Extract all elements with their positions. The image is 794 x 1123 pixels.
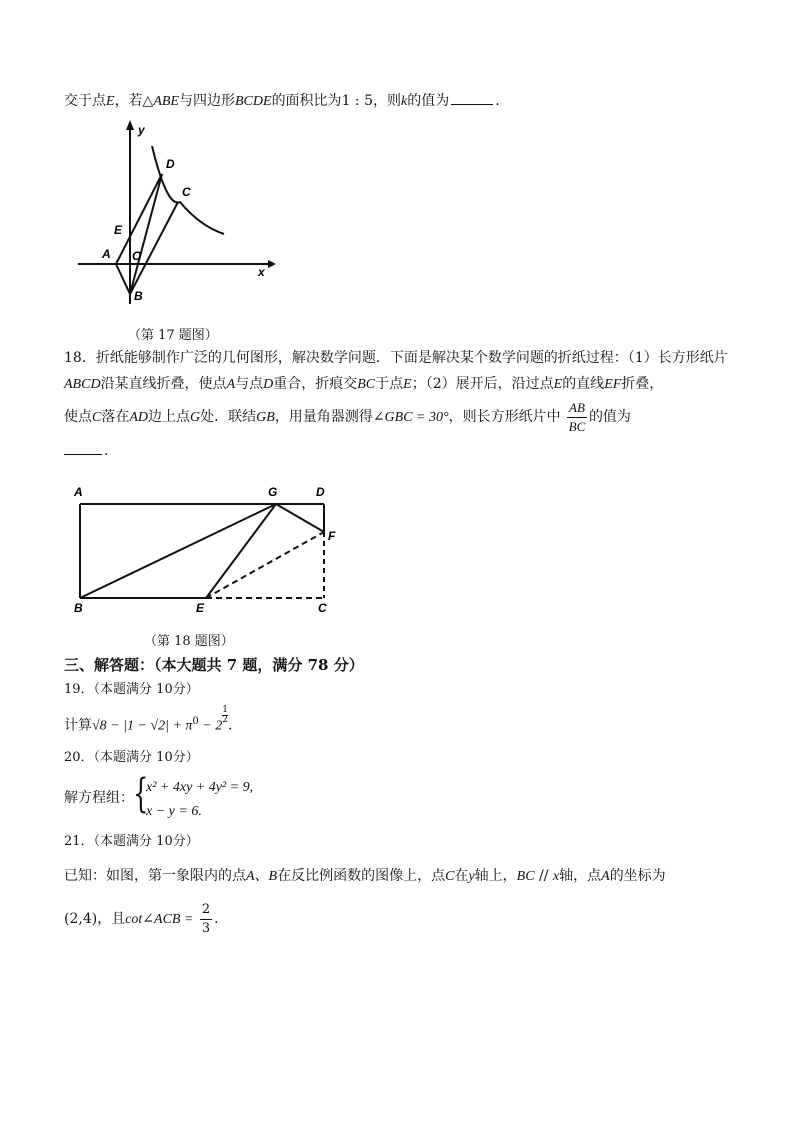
label-x: x <box>258 265 265 279</box>
label-B: B <box>134 289 143 303</box>
section-3-heading: 三、解答题：（本大题共 7 题，满分 78 分） <box>64 656 364 674</box>
q20-equation-1: x² + 4xy + 4y² = 9, <box>146 780 254 795</box>
q19-header: 19．（本题满分 10分） <box>64 682 199 697</box>
q20-brace: { <box>133 771 149 817</box>
q18-line-3: 使点C落在AD边上点G处．联结GB，用量角器测得∠GBC = 30°，则长方形纸片中 $\frac{AB}{BC}$ 的值为 <box>64 399 631 434</box>
q17-text-line: 交于点E，若△ABE与四边形BCDE的面积比为1 : 5，则k的值为 . <box>64 90 500 112</box>
q18-figure <box>68 480 358 616</box>
q21-line-1: 已知：如图，第一象限内的点A、B在反比例函数的图像上，点C在y轴上，BC // x轴，点A的坐标为 <box>64 868 666 884</box>
label-D: D <box>316 485 325 499</box>
answer-blank <box>451 90 493 105</box>
q18-line-2: ABCD沿某直线折叠，使点A与点D重合，折痕交BC于点E；（2）展开后，沿过点E的直线EF折叠， <box>64 376 664 392</box>
label-A: A <box>74 485 83 499</box>
q18-line-4: . <box>64 440 108 461</box>
q21-fraction: $\frac{2}{3}$ <box>201 901 211 936</box>
label-y: y <box>138 123 145 137</box>
line-BC <box>130 202 178 294</box>
line-EG <box>206 504 276 598</box>
label-C: C <box>182 185 191 199</box>
q21-header: 21．（本题满分 10分） <box>64 834 199 849</box>
q18-caption: （第 18 题图） <box>144 634 234 649</box>
label-O: O <box>132 249 142 263</box>
label-C: C <box>318 601 327 615</box>
line-BD <box>130 174 162 294</box>
line-GF <box>276 504 324 532</box>
q20-equation-2: x − y = 6. <box>146 804 202 819</box>
y-axis-arrow <box>126 120 134 130</box>
q19-expression: 计算$√8 - |1 - √2| + \pi^0 - 2$ $^{\frac{1}{2}}$ ． <box>64 705 242 734</box>
x-axis-arrow <box>268 260 276 268</box>
label-A: A <box>102 247 111 261</box>
label-G: G <box>268 485 278 499</box>
q18-line-1: 18．折纸能够制作广泛的几何图形，解决数学问题．下面是解决某个数学问题的折纸过程：（1）长方形纸片 <box>64 350 728 366</box>
line-EF-dashed <box>206 532 324 598</box>
label-B: B <box>74 601 83 615</box>
q17-caption: （第 17 题图） <box>128 328 218 343</box>
label-E: E <box>114 223 123 237</box>
q17-figure <box>72 118 282 308</box>
q18-fraction: $\frac{AB}{BC}$ <box>568 399 586 434</box>
q21-line-2: (2,4)，且cot∠ACB = $\frac{2}{3}$ . <box>64 901 219 936</box>
label-E: E <box>196 601 205 615</box>
q20-header: 20．（本题满分 10分） <box>64 750 199 765</box>
line-AB <box>116 264 130 294</box>
answer-blank <box>64 440 102 455</box>
label-D: D <box>166 157 175 171</box>
line-BG <box>80 504 276 598</box>
label-F: F <box>328 529 336 543</box>
q20-prefix: 解方程组： <box>64 790 134 806</box>
